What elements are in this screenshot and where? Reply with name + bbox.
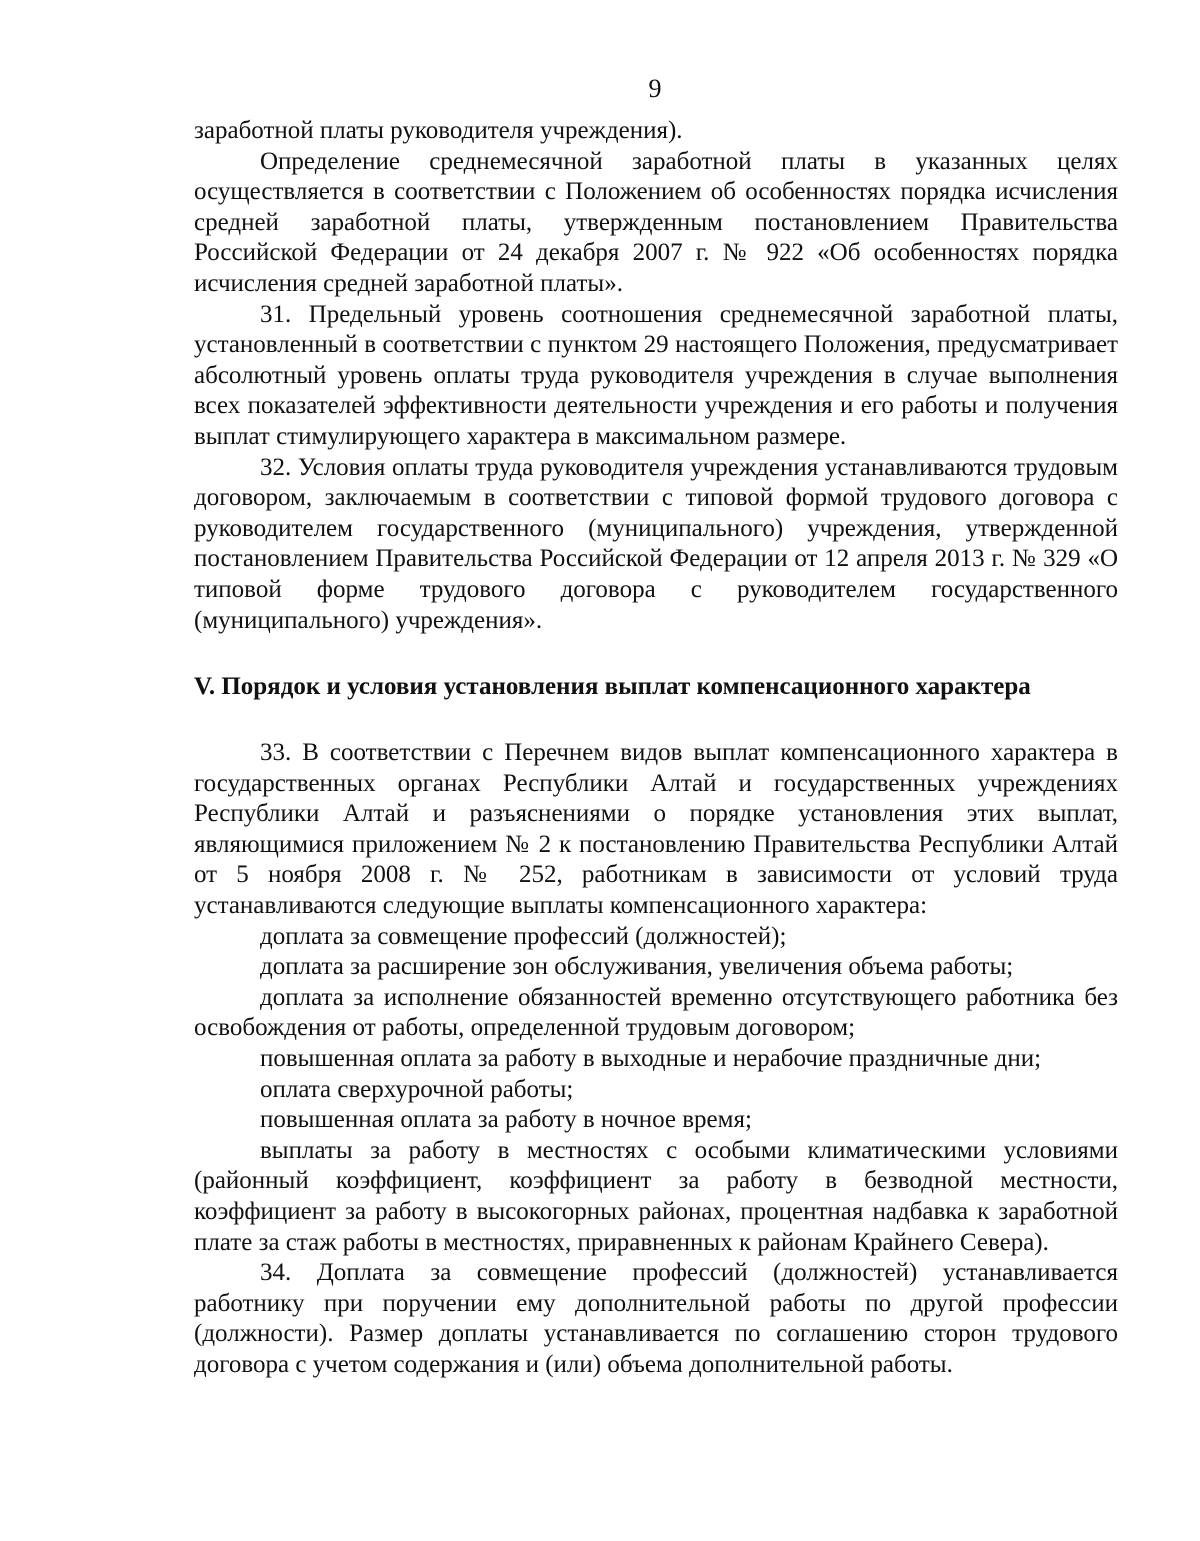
paragraph-average-salary: Определение среднемесячной заработной платы в указанных целях осуществляется в соответствии с Положением об особенностях порядка исчисления средней заработной платы, утвержденным постановлением Правительства Российской Федерации от 24 декабря 2007 г. № 922 «Об особенностях порядка исчисления средней заработной платы». — [194, 147, 1118, 297]
paragraph-34: 34. Доплата за совмещение профессий (должностей) устанавливается работнику при поручении ему дополнительной работы по другой профессии (должности). Размер доплаты устанавливается по соглашению сторон трудового договора с учетом содержания и (или) объема дополнительной работы. — [194, 1259, 1118, 1378]
list-item: оплата сверхурочной работы; — [260, 1075, 574, 1103]
list-item: доплата за совмещение профессий (должностей); — [260, 922, 787, 950]
paragraph-32: 32. Условия оплаты труда руководителя учреждения устанавливаются трудовым договором, заключаемым в соответствии с типовой формой трудового договора с руководителем государственного (муниципального) учреждения, утвержденной постановлением Правительства Российской Федерации от 12 апреля 2013 г. № 329 «О типовой форме трудового договора с руководителем государственного (муниципального) учреждения». — [194, 453, 1118, 634]
list-item: повышенная оплата за работу в ночное время; — [260, 1106, 752, 1134]
list-item: доплата за исполнение обязанностей временно отсутствующего работника без освобождения от работы, определенной трудовым договором; — [194, 983, 1118, 1042]
paragraph-33: 33. В соответствии с Перечнем видов выплат компенсационного характера в государственных органах Республики Алтай и государственных учреждениях Республики Алтай и разъяснениями о порядке установления этих выплат, являющимися приложением № 2 к постановлению Правительства Республики Алтай от 5 ноября 2008 г. № 252, работникам в зависимости от условий труда устанавливаются следующие выплаты компенсационного характера: — [194, 739, 1118, 920]
list-item: доплата за расширение зон обслуживания, увеличения объема работы; — [260, 953, 1014, 981]
section-heading: V. Порядок и условия установления выплат компенсационного характера — [194, 673, 1031, 701]
list-item: повышенная оплата за работу в выходные и нерабочие праздничные дни; — [260, 1045, 1042, 1073]
paragraph-31: 31. Предельный уровень соотношения среднемесячной заработной платы, установленный в соответствии с пунктом 29 настоящего Положения, предусматривает абсолютный уровень оплаты труда руководителя учреждения в случае выполнения всех показателей эффективности деятельности учреждения и его работы и получения выплат стимулирующего характера в максимальном размере. — [194, 300, 1118, 450]
list-item: выплаты за работу в местностях с особыми климатическими условиями (районный коэффициент, коэффициент за работу в безводной местности, коэффициент за работу в высокогорных районах, процентная надбавка к заработной плате за стаж работы в местностях, приравненных к районам Крайнего Севера). — [194, 1136, 1118, 1256]
page-number: 9 — [648, 74, 662, 103]
paragraph-continuation: заработной платы руководителя учреждения). — [194, 117, 683, 144]
document-body — [194, 116, 1118, 1381]
